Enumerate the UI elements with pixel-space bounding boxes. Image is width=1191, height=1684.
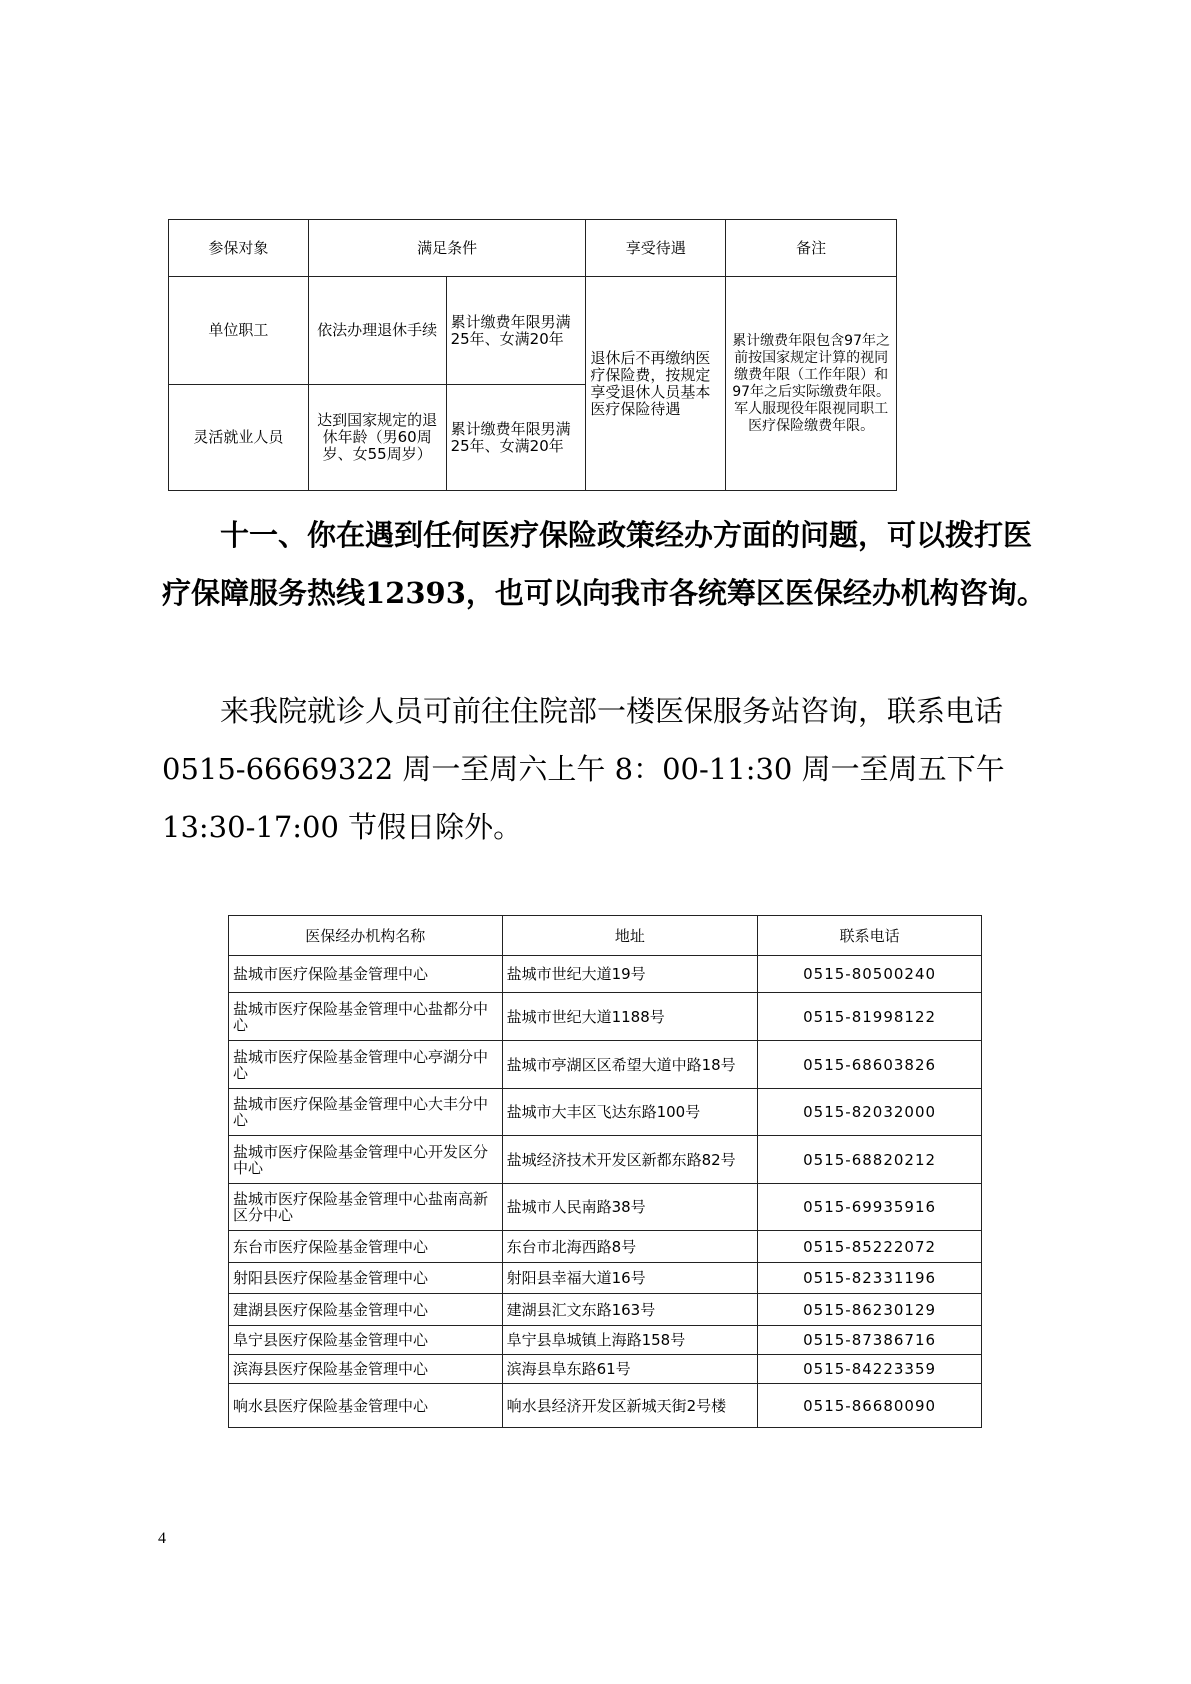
agency-phone: 0515-82331196 xyxy=(758,1263,982,1294)
agency-phone: 0515-87386716 xyxy=(758,1326,982,1355)
subject-cell: 单位职工 xyxy=(169,277,309,385)
agency-address: 滨海县阜东路61号 xyxy=(502,1355,758,1384)
agency-address: 盐城市亭湖区区希望大道中路18号 xyxy=(502,1041,758,1089)
agency-address: 盐城经济技术开发区新都东路82号 xyxy=(502,1136,758,1184)
table-row xyxy=(229,1294,982,1326)
agency-address: 阜宁县阜城镇上海路158号 xyxy=(502,1326,758,1355)
page-number: 4 xyxy=(158,1530,166,1547)
table-row xyxy=(229,1184,982,1231)
agency-address: 建湖县汇文东路163号 xyxy=(502,1294,758,1326)
agency-phone: 0515-84223359 xyxy=(758,1355,982,1384)
agency-phone: 0515-68820212 xyxy=(758,1136,982,1184)
header-subject: 参保对象 xyxy=(169,220,309,277)
agency-address: 盐城市大丰区飞达东路100号 xyxy=(502,1089,758,1136)
header-name: 医保经办机构名称 xyxy=(229,916,503,956)
agency-address: 响水县经济开发区新城天街2号楼 xyxy=(502,1384,758,1428)
agency-address: 东台市北海西路8号 xyxy=(502,1231,758,1263)
agency-phone: 0515-69935916 xyxy=(758,1184,982,1231)
table-header-row xyxy=(169,220,897,277)
table-row xyxy=(169,277,897,385)
agency-name: 盐城市医疗保险基金管理中心盐南高新区分中心 xyxy=(229,1184,503,1231)
table-row xyxy=(229,1136,982,1184)
section-11-text: 十一、你在遇到任何医疗保险政策经办方面的问题，可以拨打医疗保障服务热线12393，也可以向我市各统筹区医保经办机构咨询。 xyxy=(162,518,1046,610)
header-conditions: 满足条件 xyxy=(308,220,586,277)
condition-cell: 累计缴费年限男满25年、女满20年 xyxy=(446,277,586,385)
agency-name: 盐城市医疗保险基金管理中心 xyxy=(229,956,503,993)
header-phone: 联系电话 xyxy=(758,916,982,956)
agency-name: 东台市医疗保险基金管理中心 xyxy=(229,1231,503,1263)
agency-phone: 0515-82032000 xyxy=(758,1089,982,1136)
header-benefit: 享受待遇 xyxy=(586,220,726,277)
agency-name: 盐城市医疗保险基金管理中心盐都分中心 xyxy=(229,993,503,1041)
agency-name: 阜宁县医疗保险基金管理中心 xyxy=(229,1326,503,1355)
table-row xyxy=(229,993,982,1041)
table-row xyxy=(229,1231,982,1263)
agency-phone: 0515-86230129 xyxy=(758,1294,982,1326)
table-row xyxy=(229,956,982,993)
agency-phone: 0515-81998122 xyxy=(758,993,982,1041)
table-header-row xyxy=(229,916,982,956)
condition-cell: 达到国家规定的退休年龄（男60周岁、女55周岁） xyxy=(308,385,446,491)
agency-phone: 0515-80500240 xyxy=(758,956,982,993)
table-row xyxy=(229,1326,982,1355)
eligibility-table xyxy=(168,219,897,491)
agency-address: 盐城市世纪大道1188号 xyxy=(502,993,758,1041)
subject-cell: 灵活就业人员 xyxy=(169,385,309,491)
agency-phone: 0515-68603826 xyxy=(758,1041,982,1089)
agency-phone: 0515-85222072 xyxy=(758,1231,982,1263)
note-cell: 累计缴费年限包含97年之前按国家规定计算的视同缴费年限（工作年限）和97年之后实际缴费年限。军人服现役年限视同职工医疗保险缴费年限。 xyxy=(726,277,897,491)
agency-name: 盐城市医疗保险基金管理中心开发区分中心 xyxy=(229,1136,503,1184)
agency-address: 射阳县幸福大道16号 xyxy=(502,1263,758,1294)
benefit-cell: 退休后不再缴纳医疗保险费，按规定享受退休人员基本医疗保险待遇 xyxy=(586,277,726,491)
agency-table xyxy=(228,915,982,1428)
table-row xyxy=(229,1384,982,1428)
condition-cell: 依法办理退休手续 xyxy=(308,277,446,385)
table-row xyxy=(229,1089,982,1136)
header-note: 备注 xyxy=(726,220,897,277)
table-row xyxy=(229,1041,982,1089)
agency-address: 盐城市世纪大道19号 xyxy=(502,956,758,993)
table-row xyxy=(229,1263,982,1294)
header-address: 地址 xyxy=(502,916,758,956)
agency-name: 滨海县医疗保险基金管理中心 xyxy=(229,1355,503,1384)
hospital-contact-text: 来我院就诊人员可前往住院部一楼医保服务站咨询，联系电话 0515-66669322 周一至周六上午 8：00-11:30 周一至周五下午 13:30-17:00 节假日除外。 xyxy=(162,694,1005,844)
agency-phone: 0515-86680090 xyxy=(758,1384,982,1428)
agency-name: 盐城市医疗保险基金管理中心大丰分中心 xyxy=(229,1089,503,1136)
agency-name: 建湖县医疗保险基金管理中心 xyxy=(229,1294,503,1326)
condition-cell: 累计缴费年限男满25年、女满20年 xyxy=(446,385,586,491)
agency-name: 射阳县医疗保险基金管理中心 xyxy=(229,1263,503,1294)
agency-name: 盐城市医疗保险基金管理中心亭湖分中心 xyxy=(229,1041,503,1089)
table-row xyxy=(229,1355,982,1384)
agency-address: 盐城市人民南路38号 xyxy=(502,1184,758,1231)
agency-name: 响水县医疗保险基金管理中心 xyxy=(229,1384,503,1428)
